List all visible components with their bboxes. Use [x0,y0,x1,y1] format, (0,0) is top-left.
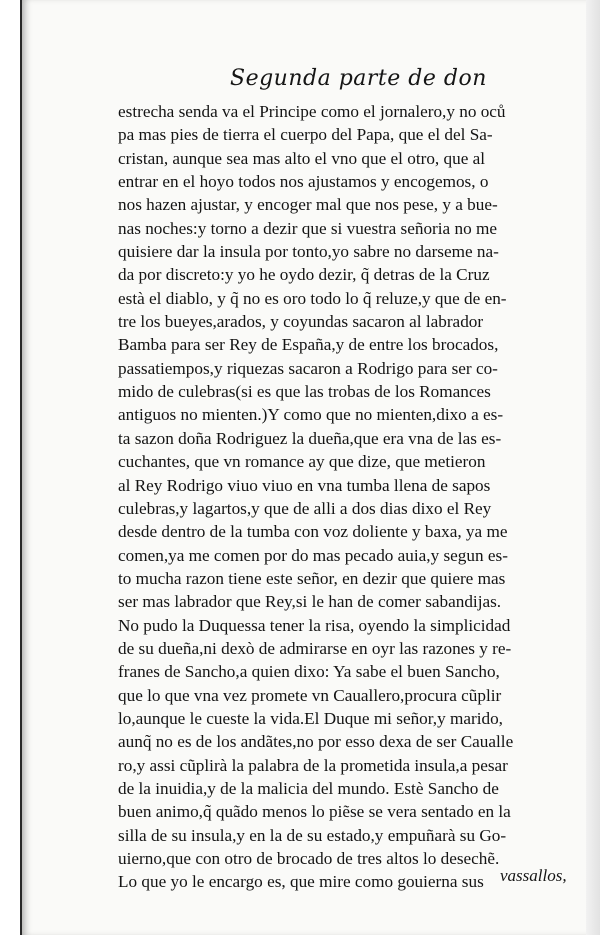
text-line: tre los bueyes,arados, y coyundas sacaron al labrador [118,312,484,332]
text-line: Bamba para ser Rey de España,y de entre los brocados, [118,335,499,355]
text-line: ro,y assi cũplirà la palabra de la prometida insula,a pesar [118,755,508,775]
text-line: Lo que yo le encargo es, que mire como gouierna sus [118,872,484,892]
text-line: que lo que vna vez promete vn Cauallero,procura cũplir [118,685,502,705]
text-line: aunq̃ no es de los andãtes,no por esso dexa de ser Caualle [118,732,514,752]
text-line: ta sazon doña Rodriguez la dueña,que era vna de las es- [118,428,502,448]
text-line: culebras,y lagartos,y que de alli a dos dias dixo el Rey [118,498,492,518]
text-line: ser mas labrador que Rey,si le han de comer sabandijas. [118,592,502,612]
text-line: està el diablo, y q̃ no es oro todo lo q̃ reluze,y que de en- [118,288,507,308]
page-right-edge [586,0,600,935]
text-line: mido de culebras(si es que las trobas de los Romances [118,382,491,402]
text-line: al Rey Rodrigo viuo viuo en vna tumba llena de sapos [118,475,491,495]
text-line: pa mas pies de tierra el cuerpo del Papa, que el del Sa- [118,125,493,145]
text-line: estrecha senda va el Principe como el jornalero,y no oců [118,102,506,121]
text-line: nas noches:y torno a dezir que si vuestra señoria no me [118,218,497,238]
text-line: buen animo,q̃ quãdo menos lo piẽse se vera sentado en la [118,802,511,822]
text-line: cristan, aunque sea mas alto el vno que el otro, que al [118,148,486,168]
text-line: de la inuidia,y de la malicia del mundo. Estè Sancho de [118,778,499,798]
text-line: No pudo la Duquessa tener la risa, oyendo la simplicidad [118,615,511,635]
text-line: antiguos no mienten.)Y como que no mienten,dixo a es- [118,405,504,425]
text-line: comen,ya me comen por do mas pecado auia,y segun es- [118,545,508,565]
text-line: passatiempos,y riquezas sacaron a Rodrigo para ser co- [118,358,498,378]
text-line: cuchantes, que vn romance ay que dize, que metieron [118,452,486,472]
text-line: de su dueña,ni dexò de admirarse en oyr las razones y re- [118,638,512,658]
text-line: silla de su insula,y en la de su estado,y empuñarà su Go- [118,825,507,845]
text-line: uierno,que con otro de brocado de tres altos lo desechẽ. [118,849,500,868]
text-line: franes de Sancho,a quien dixo: Ya sabe el buen Sancho, [118,662,500,682]
text-line: to mucha razon tiene este señor, en dezir que quiere mas [118,568,506,588]
text-line: nos hazen ajustar, y encoger mal que nos pese, y a bue- [118,195,498,215]
text-line: da por discreto:y yo he oydo dezir, q̃ detras de la Cruz [118,265,490,285]
catchword: vassallos, [500,866,567,885]
text-line: desde dentro de la tumba con voz doliente y baxa, ya me [118,522,508,542]
running-head: Segunda parte de don [230,66,487,91]
body-text [118,100,588,894]
text-line: lo,aunque le cueste la vida.El Duque mi señor,y marido, [118,708,503,728]
text-line: quisiere dar la insula por tonto,yo sabre no darseme na- [118,242,499,262]
text-line: entrar en el hoyo todos nos ajustamos y encogemos, o [118,172,489,192]
